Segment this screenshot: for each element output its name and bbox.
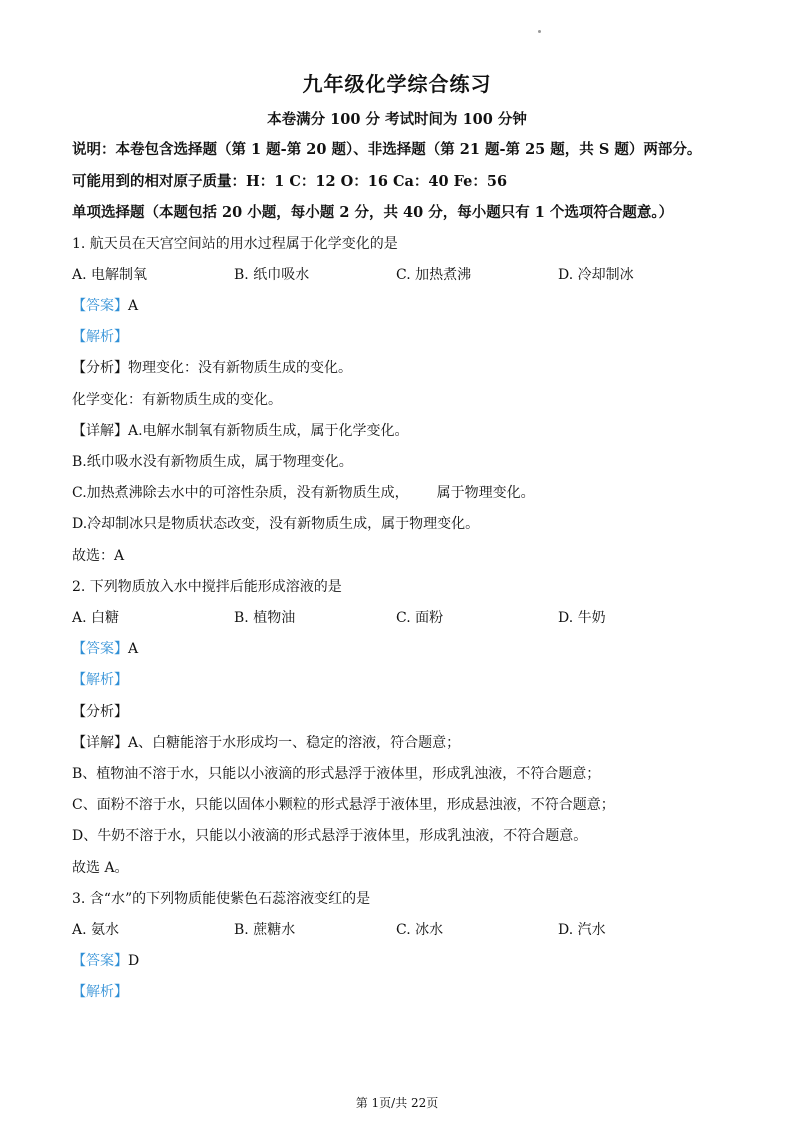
q1-option-b: B. 纸巾吸水 [234, 267, 310, 283]
q1-answer-value: A [128, 298, 139, 314]
q2-detail-2: B、植物油不溶于水，只能以小液滴的形式悬浮于液体里，形成乳浊液，不符合题意； [72, 766, 601, 782]
q3-analysis-tag: 【解析】 [72, 984, 128, 1000]
q2-answer [72, 639, 138, 659]
section-heading: 单项选择题（本题包括 20 小题，每小题 2 分，共 40 分，每小题只有 1 个选项符合题意。） [72, 204, 674, 221]
q3-option-c: C. 冰水 [396, 922, 444, 938]
atomic-mass-line: 可能用到的相对原子质量：H：1 C：12 O：16 Ca：40 Fe：56 [72, 173, 508, 190]
page-number: 第 1页/共 22页 [355, 1096, 439, 1110]
instructions-note: 说明：本卷包含选择题（第 1 题-第 20 题）、非选择题（第 21 题-第 25 题，共 S 题）两部分。 [72, 141, 702, 158]
q2-analysis-tag: 【解析】 [72, 672, 128, 688]
answer-tag: 【答案】 [72, 641, 128, 657]
scan-dot [538, 30, 541, 33]
page-subtitle: 本卷满分 100 分 考试时间为 100 分钟 [267, 111, 527, 128]
q2-detail-1 [72, 733, 460, 753]
q2-option-a: A. 白糖 [72, 610, 120, 626]
q2-conclusion: 故选 A。 [72, 860, 129, 876]
q1-detail-3 [72, 483, 535, 503]
detail-tag: 【详解】 [72, 735, 128, 751]
page-title: 九年级化学综合练习 [302, 72, 492, 96]
q1-analysis-tag: 【解析】 [72, 329, 128, 345]
q1-detail-3-part-a: C.加热煮沸除去水中的可溶性杂质，没有新物质生成， [72, 485, 409, 501]
q2-answer-value: A [128, 641, 139, 657]
fenxi-tag: 【分析】 [72, 360, 128, 376]
q2-fenxi-tag: 【分析】 [72, 704, 128, 720]
q1-detail-3-part-b: 属于物理变化。 [436, 485, 535, 501]
question-3-stem: 3. 含“水”的下列物质能使紫色石蕊溶液变红的是 [72, 891, 371, 907]
detail-tag: 【详解】 [72, 423, 128, 439]
answer-tag: 【答案】 [72, 953, 128, 969]
q3-answer [72, 951, 139, 971]
q1-detail-1-text: A.电解水制氧有新物质生成，属于化学变化。 [128, 423, 409, 439]
q1-fenxi [72, 358, 352, 378]
q1-option-c: C. 加热煮沸 [396, 267, 472, 283]
q1-fenxi-2: 化学变化：有新物质生成的变化。 [72, 392, 282, 408]
q1-conclusion: 故选：A [72, 548, 125, 564]
q2-option-b: B. 植物油 [234, 610, 296, 626]
q2-detail-3: C、面粉不溶于水，只能以固体小颗粒的形式悬浮于液体里，形成悬浊液，不符合题意； [72, 797, 615, 813]
q1-detail-2: B.纸巾吸水没有新物质生成，属于物理变化。 [72, 454, 353, 470]
question-2-stem: 2. 下列物质放入水中搅拌后能形成溶液的是 [72, 579, 342, 595]
q2-detail-4: D、牛奶不溶于水，只能以小液滴的形式悬浮于液体里，形成乳浊液，不符合题意。 [72, 828, 588, 844]
q3-option-d: D. 汽水 [558, 922, 606, 938]
answer-tag: 【答案】 [72, 298, 128, 314]
q2-detail-1-text: A、白糖能溶于水形成均一、稳定的溶液，符合题意； [128, 735, 461, 751]
q1-option-a: A. 电解制氧 [72, 267, 148, 283]
q1-detail-4: D.冷却制冰只是物质状态改变，没有新物质生成，属于物理变化。 [72, 516, 480, 532]
q1-fenxi-text: 物理变化：没有新物质生成的变化。 [128, 360, 352, 376]
question-1-stem: 1. 航天员在天宫空间站的用水过程属于化学变化的是 [72, 236, 398, 252]
q1-answer [72, 296, 138, 316]
q2-option-c: C. 面粉 [396, 610, 444, 626]
q1-detail-1 [72, 421, 409, 441]
q3-answer-value: D [128, 953, 140, 969]
q2-option-d: D. 牛奶 [558, 610, 606, 626]
q3-option-a: A. 氨水 [72, 922, 120, 938]
q1-option-d: D. 冷却制冰 [558, 267, 634, 283]
q3-option-b: B. 蔗糖水 [234, 922, 296, 938]
